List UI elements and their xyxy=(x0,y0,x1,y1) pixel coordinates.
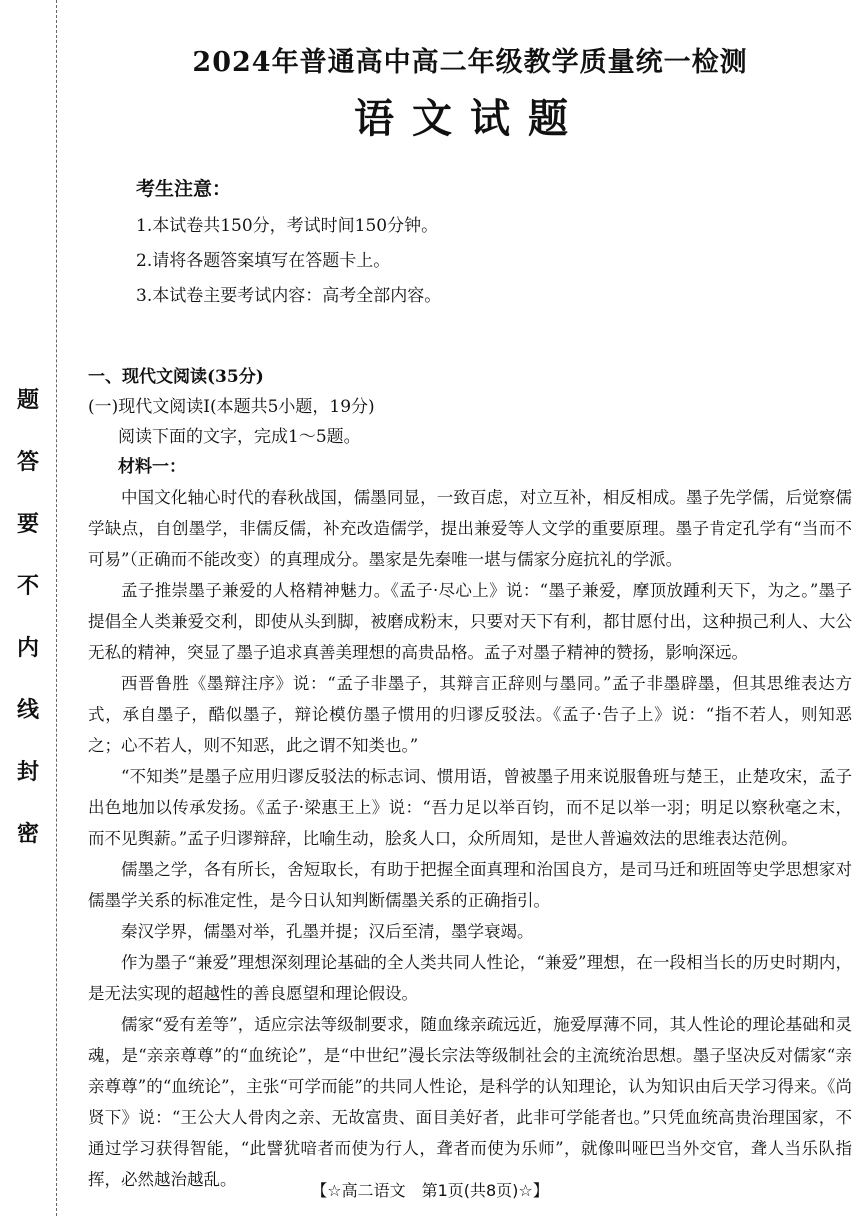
sub-section-heading: (一)现代文阅读Ⅰ(本题共5小题，19分) xyxy=(88,397,375,417)
passage-paragraph: 秦汉学界，儒墨对举，孔墨并提；汉后至清，墨学衰竭。 xyxy=(121,922,534,941)
seal-char: 线 xyxy=(16,698,39,723)
exam-title: 2024年普通高中高二年级教学质量统一检测 xyxy=(192,47,748,78)
notice-item: 1.本试卷共150分，考试时间150分钟。 xyxy=(136,216,439,236)
section-heading: 一、现代文阅读(35分) xyxy=(88,367,264,387)
page-footer: 【☆高二语文 第1页(共8页)☆】 xyxy=(311,1181,549,1200)
subject-title: 语文试题 xyxy=(354,95,586,142)
passage-paragraph: 西晋鲁胜《墨辩注序》说：“孟子非墨子，其辩言正辞则与墨同。”孟子非墨辟墨，但其思维表达方式，承自墨子，酷似墨子，辩论模仿墨子惯用的归谬反驳法。《孟子·告子上》说：“指不若人，则知恶之；心不若人，则不知恶，此之谓不知类也。” xyxy=(88,674,852,755)
passage-paragraph: 作为墨子“兼爱”理想深刻理论基础的全人类共同人性论，“兼爱”理想，在一段相当长的历史时期内，是无法实现的超越性的善良愿望和理论假设。 xyxy=(88,953,852,1003)
seal-char: 密 xyxy=(16,822,39,847)
binding-line xyxy=(56,0,57,1216)
seal-char: 内 xyxy=(16,636,39,661)
passage-paragraph: 儒家“爱有差等”，适应宗法等级制要求，随血缘亲疏远近，施爱厚薄不同，其人性论的理论基础和灵魂，是“亲亲尊尊”的“血统论”，是“中世纪”漫长宗法等级制社会的主流统治思想。墨子坚决反对儒家“亲亲尊尊”的“血统论”，主张“可学而能”的共同人性论，是科学的认知理论，认为知识由后天学习得来。《尚贤下》说：“王公大人骨肉之亲、无故富贵、面目美好者，此非可学能者也。”只凭血统高贵治理国家，不通过学习获得智能，“此譬犹喑者而使为行人，聋者而使为乐师”，就像叫哑巴当外交官，聋人当乐队指挥，必然越治越乱。 xyxy=(88,1015,852,1189)
material-label: 材料一： xyxy=(118,457,186,477)
reading-passage xyxy=(88,482,852,1195)
seal-char: 封 xyxy=(16,760,39,785)
passage-paragraph: 儒墨之学，各有所长，舍短取长，有助于把握全面真理和治国良方，是司马迁和班固等史学思想家对儒墨学关系的标准定性，是今日认知判断儒墨关系的正确指引。 xyxy=(88,860,852,910)
passage-paragraph: 中国文化轴心时代的春秋战国，儒墨同显，一致百虑，对立互补，相反相成。墨子先学儒，后觉察儒学缺点，自创墨学，非儒反儒，补充改造儒学，提出兼爱等人文学的重要原理。墨子肯定孔学有“当而不可易”（正确而不能改变）的真理成分。墨家是先秦唯一堪与儒家分庭抗礼的学派。 xyxy=(88,488,852,569)
candidate-notice xyxy=(136,174,852,314)
notice-item: 3.本试卷主要考试内容：高考全部内容。 xyxy=(136,286,442,306)
seal-char: 答 xyxy=(16,450,39,475)
notice-item: 2.请将各题答案填写在答题卡上。 xyxy=(136,251,391,271)
passage-paragraph: “不知类”是墨子应用归谬反驳法的标志词、惯用语，曾被墨子用来说服鲁班与楚王，止楚攻宋，孟子出色地加以传承发扬。《孟子·梁惠王上》说：“吾力足以举百钧，而不足以举一羽；明足以察秋毫之末，而不见舆薪。”孟子归谬辩辞，比喻生动，脍炙人口，众所周知，是世人普遍效法的思维表达范例。 xyxy=(88,767,852,848)
reading-instruction: 阅读下面的文字，完成1～5题。 xyxy=(118,427,361,447)
seal-char: 题 xyxy=(16,388,39,413)
notice-heading: 考生注意： xyxy=(136,178,232,200)
passage-paragraph: 孟子推崇墨子兼爱的人格精神魅力。《孟子·尽心上》说：“墨子兼爱，摩顶放踵利天下，为之。”墨子提倡全人类兼爱交利，即使从头到脚，被磨成粉末，只要对天下有利，都甘愿付出，这种损己利人、大公无私的精神，突显了墨子追求真善美理想的高贵品格。孟子对墨子精神的赞扬，影响深远。 xyxy=(88,581,852,662)
seal-line-notice xyxy=(10,370,46,866)
seal-char: 不 xyxy=(16,574,39,599)
seal-char: 要 xyxy=(16,512,39,537)
exam-page xyxy=(88,40,852,1195)
